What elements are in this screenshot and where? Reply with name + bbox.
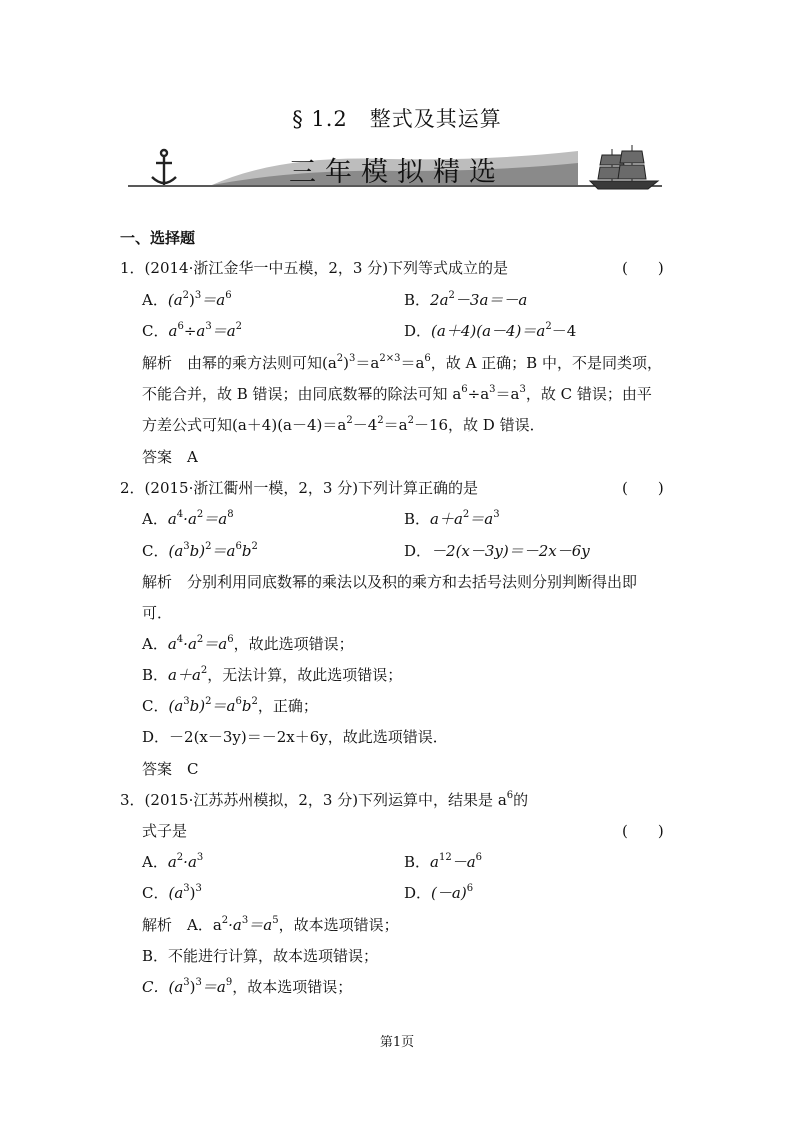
page-title: § 1.2 整式及其运算 — [292, 107, 502, 131]
question-1-stem: 1．(2014·浙江金华一中五模，2，3 分)下列等式成立的是 — [120, 259, 509, 277]
q2-option-b: B．$a+a^2=a^3$ — [404, 509, 500, 528]
q3-option-a: A．$a^2\cdot a^3$ — [142, 852, 204, 871]
q1-option-c: C．$a^6\div a^3=a^2$ — [142, 321, 243, 340]
q3-option-d: D．$(-a)^6$ — [404, 883, 474, 902]
q1-option-a: A．$(a^2)^3=a^6$ — [142, 290, 232, 309]
q2-answer: 答案 C — [142, 760, 199, 778]
q2-solution-b: B．$a+a^2$，无法计算，故此选项错误； — [142, 665, 403, 684]
question-3-stem-line-2: 式子是 — [142, 822, 188, 840]
q3-explanation-line-1: 解析 A．$a^2\cdot a^3=a^5$，故本选项错误； — [142, 915, 399, 934]
page-number: 第1页 — [379, 1035, 415, 1050]
q1-option-d: D．$(a+4)(a-4)=a^2-4$ — [404, 321, 577, 340]
q2-solution-c: C．$(a^3b)^2=a^6b^2$，正确； — [142, 696, 318, 715]
answer-blank-3: ( ) — [622, 822, 664, 840]
answer-blank-1: ( ) — [622, 259, 664, 277]
question-2-stem: 2．(2015·浙江衢州一模，2，3 分)下列计算正确的是 — [120, 479, 479, 497]
q3-explanation-line-3: C．$(a^3)^3=a^9$，故本选项错误； — [142, 977, 353, 996]
q2-option-c: C．$(a^3b)^2=a^6b^2$ — [142, 541, 258, 560]
answer-blank-2: ( ) — [622, 479, 664, 497]
q2-solution-a: A．$a^4\cdot a^2=a^6$，故此选项错误； — [142, 634, 354, 653]
q1-explanation-line-3: 方差公式可知$(a+4)(a-4)=a^2-4^2=a^2-16$，故 D 错误． — [142, 415, 545, 434]
section-heading: 一、选择题 — [120, 229, 196, 247]
question-3-stem: 3．(2015·江苏苏州模拟，2，3 分)下列运算中，结果是 $a^6$的 — [120, 790, 529, 809]
q2-option-a: A．$a^4\cdot a^2=a^8$ — [142, 509, 234, 528]
q2-option-d: D．－2(x－3y)＝－2x－6y — [404, 542, 590, 560]
q2-explanation-line-2: 可． — [142, 604, 173, 622]
q1-explanation-line-2: 不能合并，故 B 错误；由同底数幂的除法可知 $a^6\div a^3=a^3$，故 C 错误；由平 — [142, 384, 652, 403]
banner-title: 三年模拟精选 — [289, 157, 505, 188]
q3-option-b: B．$a^{12}-a^6$ — [404, 852, 483, 871]
q3-explanation-line-2: B．不能进行计算，故本选项错误； — [142, 947, 379, 965]
q1-explanation-line-1: 解析 由幂的乘方法则可知$(a^2)^3=a^{2\times 3}=a^6$，故 A 正确；B 中，不是同类项， — [142, 353, 662, 372]
q2-explanation-line-1: 解析 分别利用同底数幂的乘法以及积的乘方和去括号法则分别判断得出即 — [142, 573, 638, 591]
q1-answer: 答案 A — [142, 448, 198, 466]
q2-solution-d: D．－2(x－3y)＝－2x＋6y，故此选项错误． — [142, 728, 448, 746]
q3-option-c: C．$(a^3)^3$ — [142, 883, 202, 902]
q1-option-b: B．$2a^2-3a=-a$ — [404, 290, 528, 309]
